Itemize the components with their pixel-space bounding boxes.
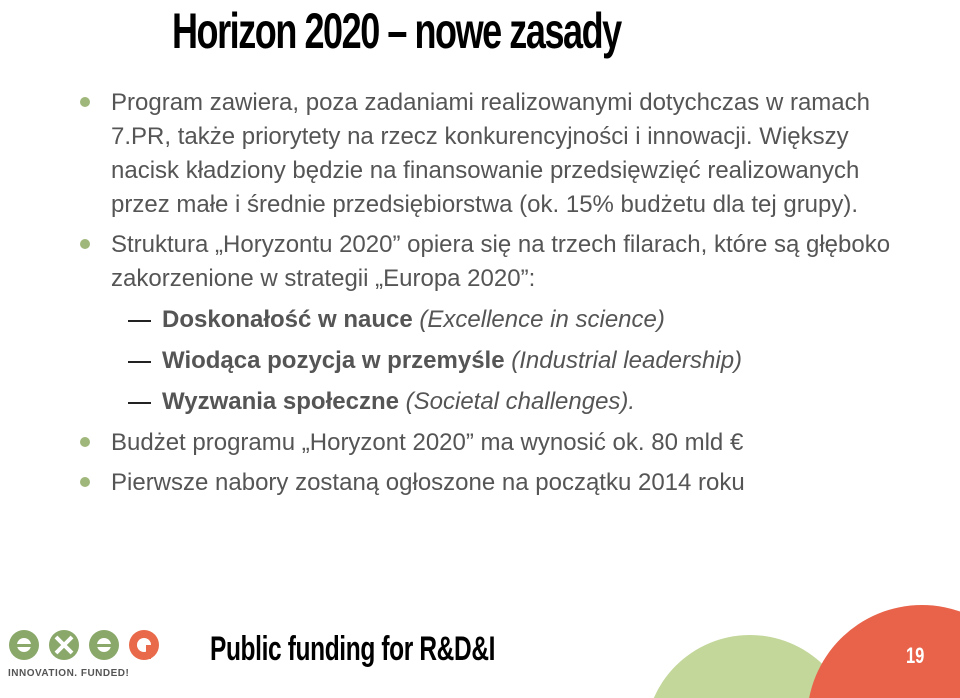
logo-tagline: INNOVATION. FUNDED!: [8, 668, 130, 679]
slide-title: Horizon 2020 – nowe zasady: [172, 3, 621, 59]
bullet-item: [78, 426, 898, 460]
pillar-name: Doskonałość w nauce: [162, 306, 413, 333]
bullet-item: [78, 86, 898, 222]
bullet-text: Budżet programu „Horyzont 2020” ma wynosić ok. 80 mld €: [111, 429, 744, 456]
pillar-name: Wyzwania społeczne: [162, 388, 399, 415]
bullet-dot-icon: [80, 239, 90, 249]
bullet-text: Pierwsze nabory zostaną ogłoszone na początku 2014 roku: [111, 469, 745, 496]
pillar-name: Wiodąca pozycja w przemyśle: [162, 347, 505, 374]
pillar-item: [78, 385, 898, 419]
bullet-item: [78, 228, 898, 296]
dash-icon: [128, 402, 151, 404]
bullet-text: Struktura „Horyzontu 2020” opiera się na trzech filarach, które są głęboko zakorzenione w strategii „Europa 2020”:: [111, 231, 891, 292]
pillar-english: (Industrial leadership): [511, 347, 743, 374]
dash-icon: [128, 320, 151, 322]
dash-icon: [128, 361, 151, 363]
footer-text: Public funding for R&D&I: [210, 630, 496, 668]
slide-content: [78, 86, 898, 500]
pillar-item: [78, 344, 898, 378]
bullet-dot-icon: [80, 437, 90, 447]
page-number: 19: [906, 643, 925, 668]
bullet-text: Program zawiera, poza zadaniami realizowanymi dotychczas w ramach 7.PR, także priorytety na rzecz konkurencyjności i innowacji. Większy nacisk kładziony będzie na finansowanie przedsięwzięć realizowanych przez małe i średnie przedsiębiorstwa (ok. 15% budżetu dla tej grupy).: [111, 89, 870, 218]
pillar-english: (Societal challenges).: [405, 388, 636, 415]
bullet-dot-icon: [80, 477, 90, 487]
pillar-english: (Excellence in science): [419, 306, 665, 333]
pillar-item: [78, 303, 898, 337]
bullet-dot-icon: [80, 97, 90, 107]
bullet-item: [78, 466, 898, 500]
